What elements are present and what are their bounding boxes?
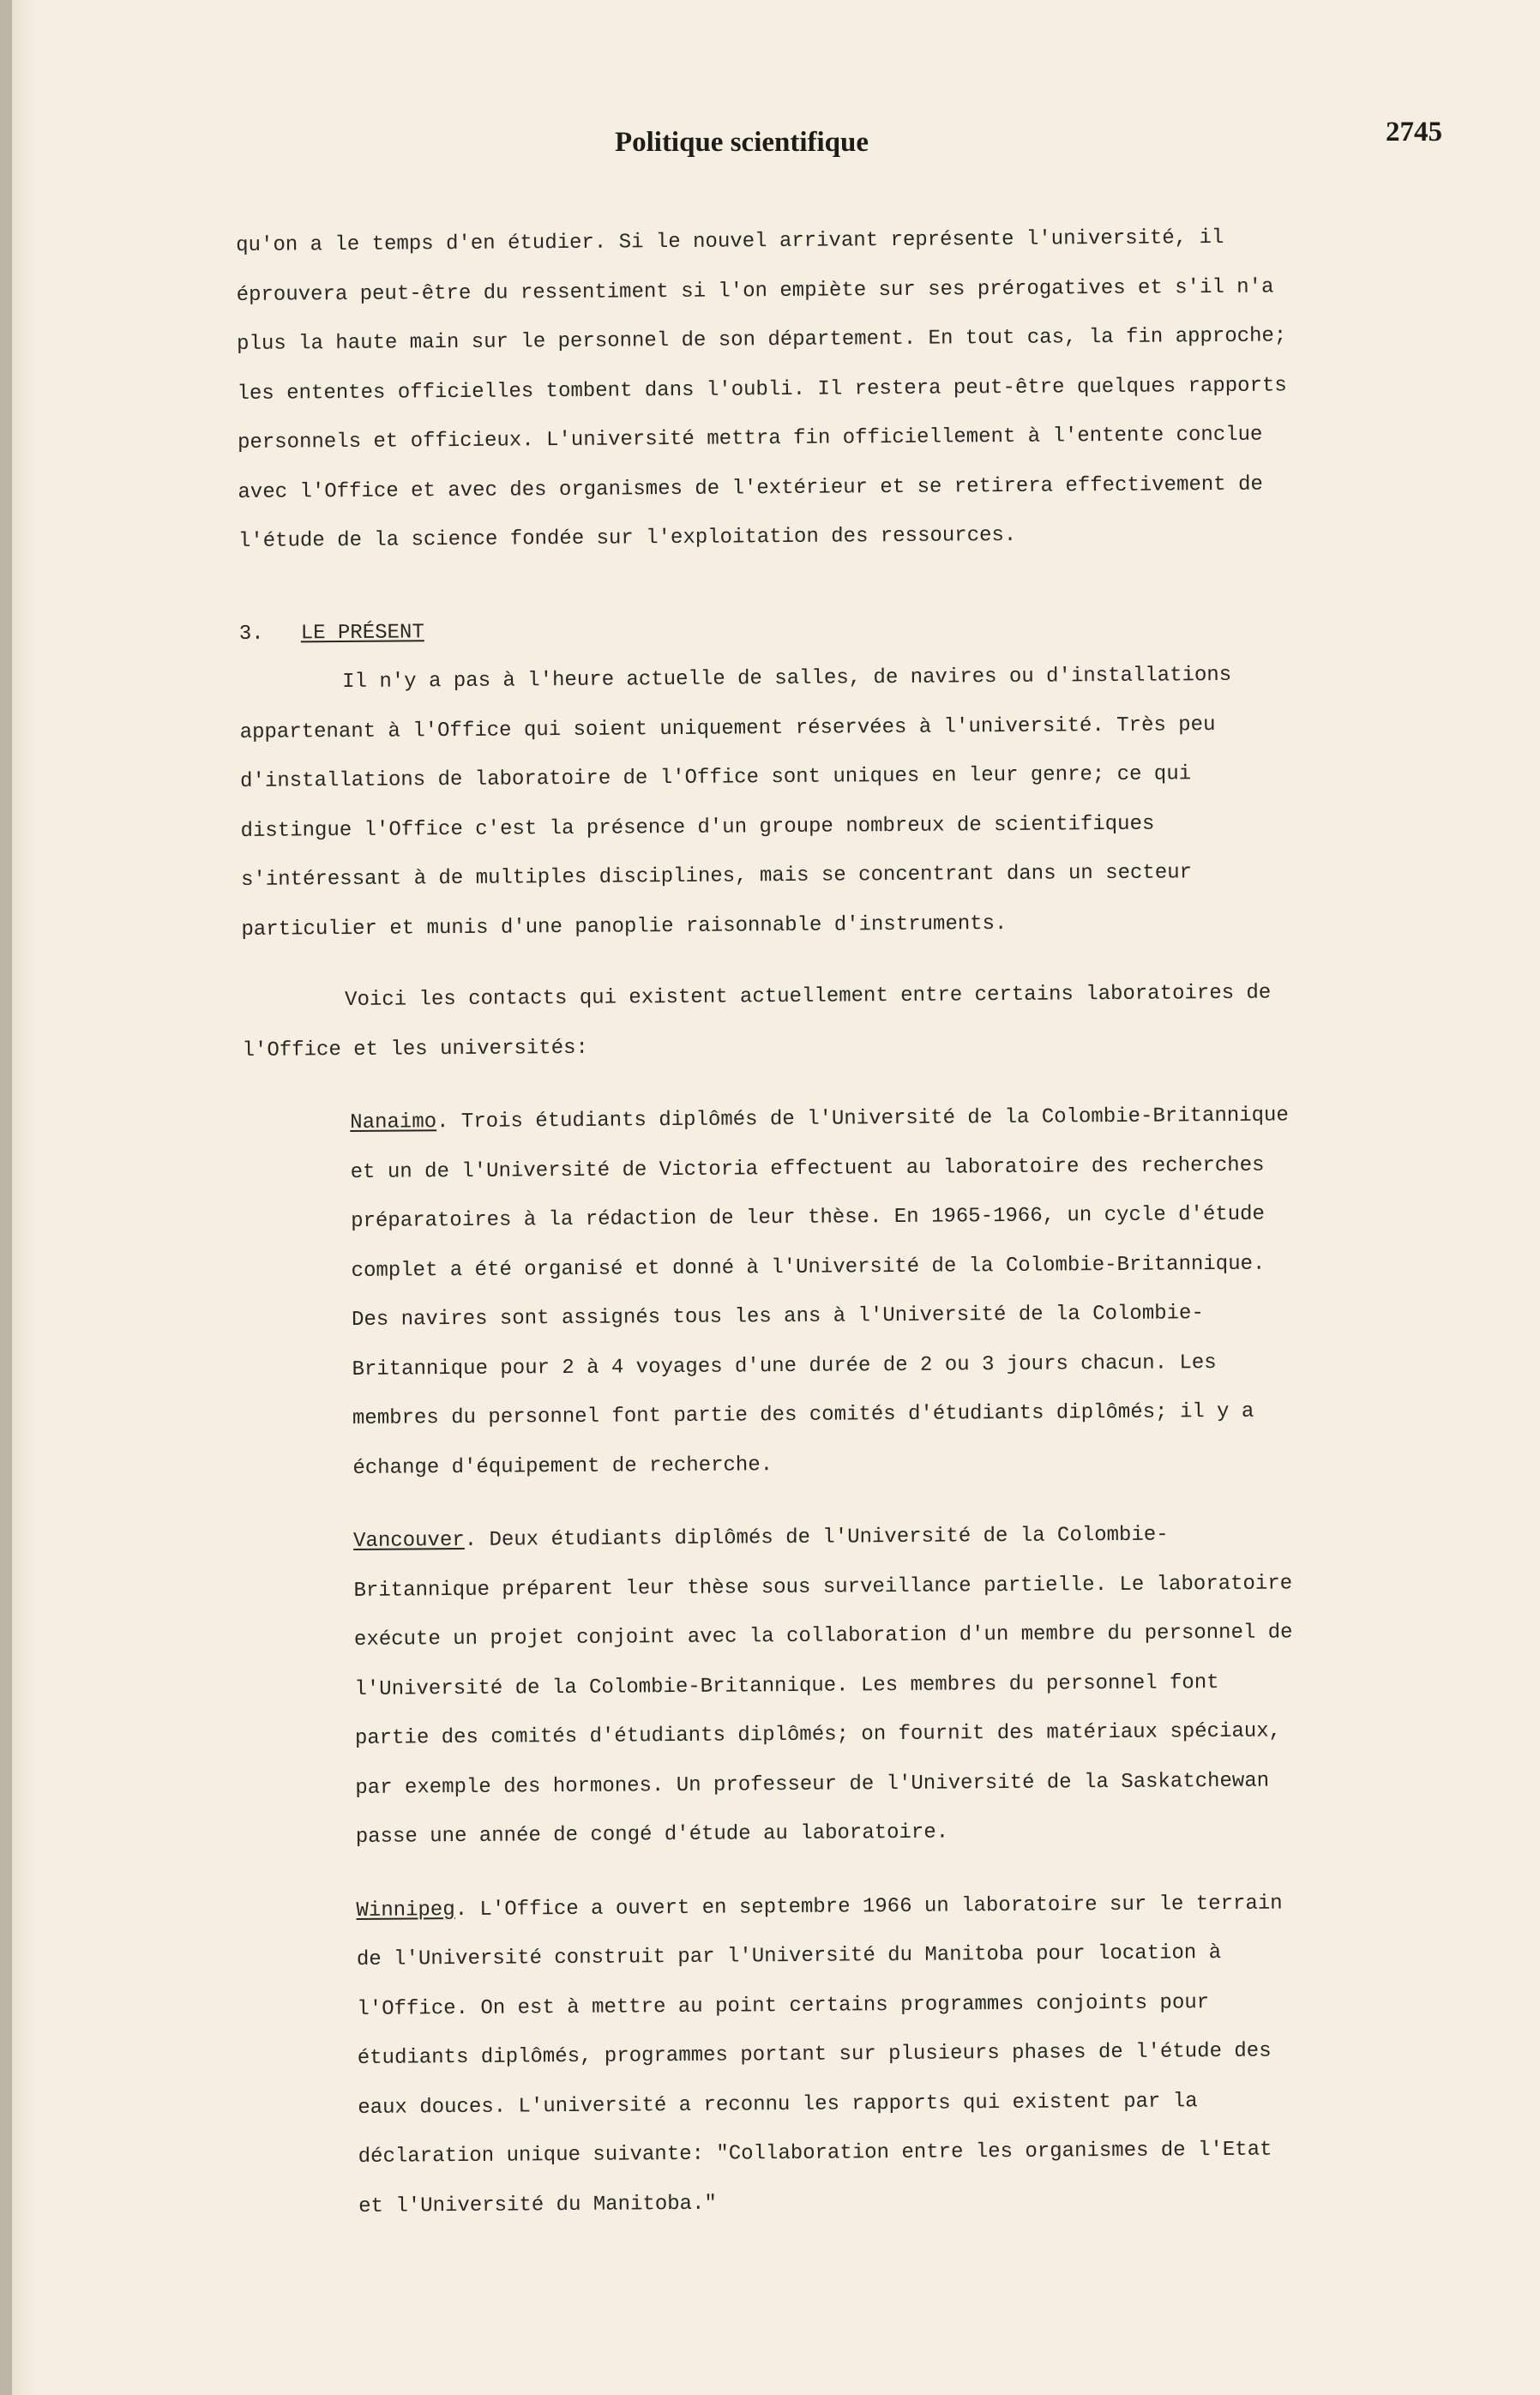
opening-paragraph: qu'on a le temps d'en étudier. Si le nouvel arrivant représente l'université, il éprouvera peut-être du ressentiment si l'on empiète sur ses prérogatives et s'il n'a plus la haute main sur le personnel de son département. En tout cas, la fin approche; les ententes officielles tombent dans l'oubli. Il restera peut-être quelques rapports personnels et officieux. L'université mettra fin officiellement à l'entente conclue avec l'Office et avec des organismes de l'extérieur et se retirera effectivement de l'étude de la science fondée sur l'exploitation des ressources. (236, 226, 1287, 553)
site-text: . Deux étudiants diplômés de l'Université de la Colombie-Britannique préparent leur thèse sous surveillance partielle. Le laboratoire exécute un projet conjoint avec la collaboration d'un membre du personnel de l'Université de la Colombie-Britannique. Les membres du personnel font partie des comités d'étudiants diplômés; on fournit des matériaux spéciaux, par exemple des hormones. Un professeur de l'Université de la Saskatchewan passe une année de congé d'étude au laboratoire. (353, 1523, 1293, 1849)
running-title: Politique scientifique (614, 127, 869, 158)
section-intro-paragraph: Il n'y a pas à l'heure actuelle de salles, de navires ou d'installations appartenant à l'Office qui soient uniquement réservées à l'université. Très peu d'installations de laboratoire de l'Office sont uniques en leur genre; ce qui distingue l'Office c'est la présence d'un groupe nombreux de scientifiques s'intéressant à de multiples disciplines, mais se concentrant dans un secteur particulier et munis d'une panoplie raisonnable d'instruments. (239, 663, 1232, 942)
site-name: Nanaimo (350, 1110, 437, 1134)
site-paragraph-vancouver (353, 1509, 1303, 1862)
site-name: Winnipeg (356, 1898, 455, 1923)
contacts-intro-paragraph: Voici les contacts qui existent actuellement entre certains laboratoires de l'Office et les universités: (242, 981, 1272, 1062)
site-text: . Trois étudiants diplômés de l'Université de la Colombie-Britannique et un de l'Université de Victoria effectuent au laboratoire des recherches préparatoires à la rédaction de leur thèse. En 1965-1966, un cycle d'étude complet a été organisé et donné à l'Université de la Colombie-Britannique. Des navires sont assignés tous les ans à l'Université de la Colombie-Britannique pour 2 à 4 voyages d'une durée de 2 ou 3 jours chacun. Les membres du personnel font partie des comités d'étudiants diplômés; il y a échange d'équipement de recherche. (350, 1104, 1289, 1480)
section-number: 3. (238, 622, 264, 646)
body-text (236, 213, 1306, 2232)
binding-edge (0, 0, 12, 2395)
section-title: LE PRÉSENT (300, 620, 424, 645)
site-text: . L'Office a ouvert en septembre 1966 un laboratoire sur le terrain de l'Université construit par l'Université du Manitoba pour location à l'Office. On est à mettre au point certains programmes conjoints pour étudiants diplômés, programmes portant sur plusieurs phases de l'étude des eaux douces. L'université a reconnu les rapports qui existent par la déclaration unique suivante: "Collaboration entre les organismes de l'Etat et l'Université du Manitoba." (356, 1891, 1283, 2218)
site-paragraph-nanaimo (350, 1091, 1301, 1493)
section-heading (239, 601, 1294, 659)
page-number: 2745 (1386, 117, 1442, 147)
site-paragraph-winnipeg (356, 1879, 1306, 2231)
site-name: Vancouver (352, 1528, 465, 1553)
